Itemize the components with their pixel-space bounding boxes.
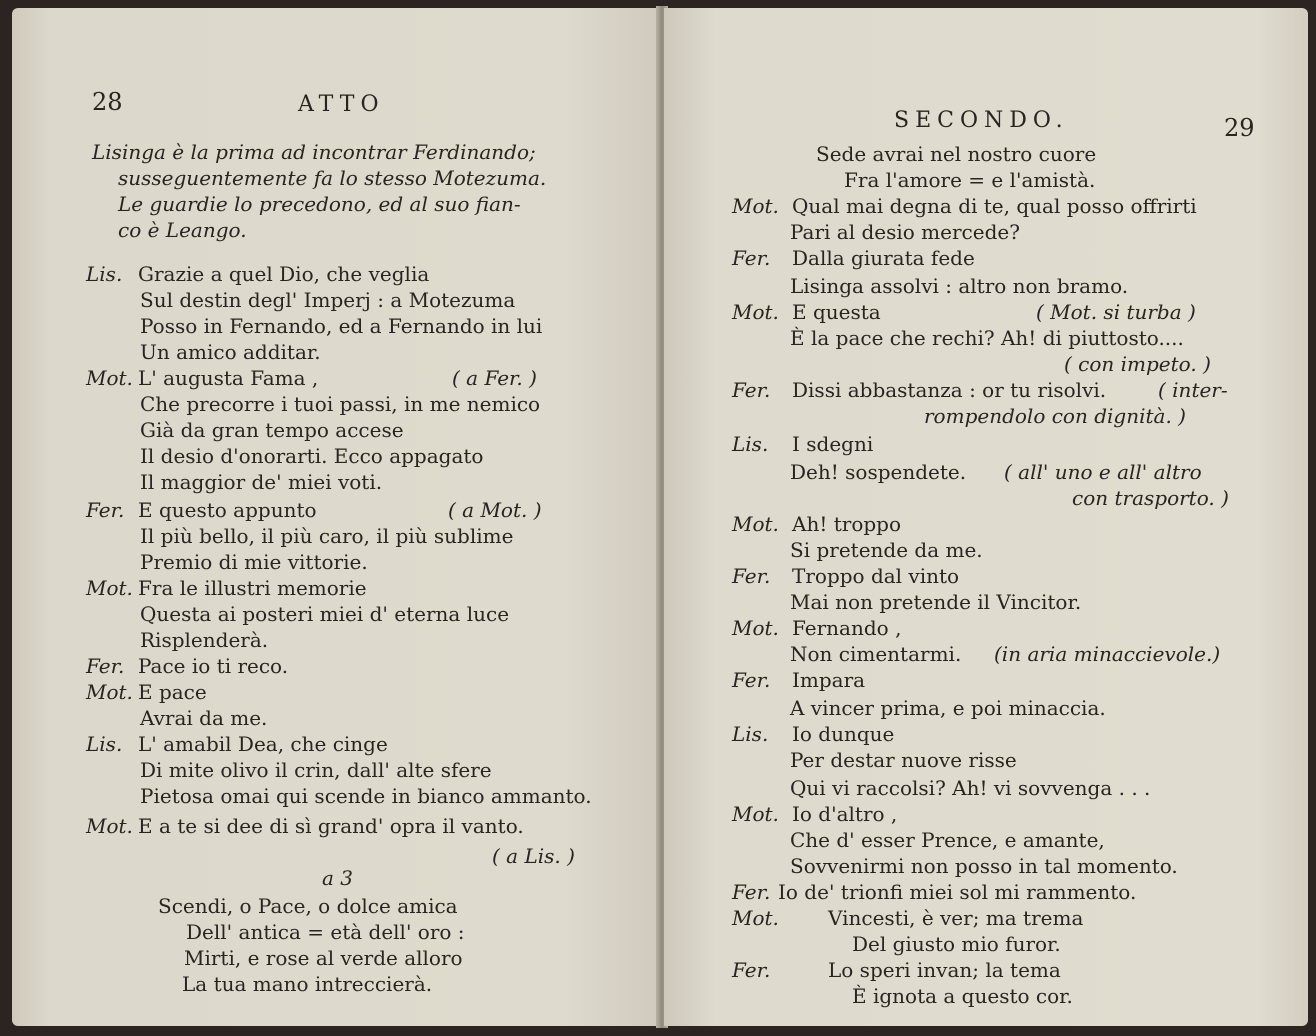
verse-line: Lo speri invan; la tema xyxy=(828,958,1061,982)
verse-line: È la pace che rechi? Ah! di piuttosto.... xyxy=(790,326,1184,350)
stage-direction: ( all' uno e all' altro xyxy=(1004,460,1202,484)
verse-line: Questa ai posteri miei d' eterna luce xyxy=(140,602,510,626)
stage-direction: ( a Fer. ) xyxy=(452,366,537,390)
trio-verse: La tua mano intreccierà. xyxy=(182,972,433,996)
verse-line: A vincer prima, e poi minaccia. xyxy=(790,696,1106,720)
verse-line: Lisinga assolvi : altro non bramo. xyxy=(790,274,1129,298)
verse-line: Sede avrai nel nostro cuore xyxy=(816,142,1097,166)
verse-line: Posso in Fernando, ed a Fernando in lui xyxy=(140,314,543,338)
verse-line: E pace xyxy=(138,680,207,704)
speaker-label: Mot. xyxy=(732,194,779,218)
speaker-label: Mot. xyxy=(732,512,779,536)
speaker-label: Mot. xyxy=(86,366,133,390)
stage-direction-line: co è Leango. xyxy=(118,218,247,242)
speaker-label: Mot. xyxy=(86,576,133,600)
verse-line: Sul destin degl' Imperj : a Motezuma xyxy=(140,288,516,312)
verse-line: E questo appunto xyxy=(138,498,317,522)
verse-line: Sovvenirmi non posso in tal momento. xyxy=(790,854,1178,878)
stage-direction-line: susseguentemente fa lo stesso Motezuma. xyxy=(118,166,547,190)
speaker-label: Fer. xyxy=(86,654,125,678)
verse-line: I sdegni xyxy=(792,432,874,456)
stage-direction-line: Le guardie lo precedono, ed al suo fian- xyxy=(118,192,521,216)
verse-line: L' amabil Dea, che cinge xyxy=(138,732,388,756)
speaker-label: Mot. xyxy=(732,802,779,826)
verse-line: Io dunque xyxy=(792,722,895,746)
speaker-label: Mot. xyxy=(86,680,133,704)
verse-line: Fra l'amore = e l'amistà. xyxy=(844,168,1096,192)
stage-direction: con trasporto. ) xyxy=(1072,486,1229,510)
speaker-label: Lis. xyxy=(732,722,769,746)
verse-line: Deh! sospendete. xyxy=(790,460,967,484)
speaker-label: Mot. xyxy=(732,300,779,324)
speaker-label: Mot. xyxy=(86,814,133,838)
stage-direction: (in aria minaccievole.) xyxy=(994,642,1221,666)
stage-direction: ( a Mot. ) xyxy=(448,498,542,522)
stage-direction: rompendolo con dignità. ) xyxy=(924,404,1186,428)
verse-line: Qual mai degna di te, qual posso offrirti xyxy=(792,194,1197,218)
verse-line: Pietosa omai qui scende in bianco ammanto. xyxy=(140,784,592,808)
verse-line: Non cimentarmi. xyxy=(790,642,962,666)
verse-line: L' augusta Fama , xyxy=(138,366,319,390)
verse-line: Che d' esser Prence, e amante, xyxy=(790,828,1105,852)
verse-line: Pace io ti reco. xyxy=(138,654,289,678)
verse-line: È ignota a questo cor. xyxy=(852,984,1073,1008)
speaker-label: Fer. xyxy=(732,564,771,588)
verse-line: E questa xyxy=(792,300,881,324)
verse-line: Già da gran tempo accese xyxy=(140,418,404,442)
verse-line: Fra le illustri memorie xyxy=(138,576,367,600)
verse-line: Grazie a quel Dio, che veglia xyxy=(138,262,430,286)
speaker-label: Fer. xyxy=(86,498,125,522)
trio-marker: a 3 xyxy=(322,866,354,890)
stage-direction: ( con impeto. ) xyxy=(1064,352,1211,376)
speaker-label: Fer. xyxy=(732,668,771,692)
verse-line: Avrai da me. xyxy=(140,706,268,730)
verse-line: Il più bello, il più caro, il più sublime xyxy=(140,524,514,548)
stage-direction-line: Lisinga è la prima ad incontrar Ferdinando; xyxy=(92,140,536,164)
trio-verse: Mirti, e rose al verde alloro xyxy=(184,946,463,970)
verse-line: Ah! troppo xyxy=(792,512,902,536)
verse-line: Di mite olivo il crin, dall' alte sfere xyxy=(140,758,492,782)
speaker-label: Lis. xyxy=(732,432,769,456)
verse-line: Premio di mie vittorie. xyxy=(140,550,368,574)
verse-line: Qui vi raccolsi? Ah! vi sovvenga . . . xyxy=(790,776,1151,800)
verse-line: Il maggior de' miei voti. xyxy=(140,470,383,494)
verse-line: Per destar nuove risse xyxy=(790,748,1017,772)
speaker-label: Lis. xyxy=(86,732,123,756)
verse-line: Io d'altro , xyxy=(792,802,898,826)
verse-line: Dissi abbastanza : or tu risolvi. xyxy=(792,378,1107,402)
running-header-left: ATTO xyxy=(298,92,385,117)
right-page xyxy=(664,8,1308,1026)
speaker-label: Fer. xyxy=(732,378,771,402)
verse-line: E a te si dee di sì grand' opra il vanto. xyxy=(138,814,524,838)
verse-line: Dalla giurata fede xyxy=(792,246,975,270)
verse-line: Un amico additar. xyxy=(140,340,321,364)
verse-line: Impara xyxy=(792,668,866,692)
verse-line: Del giusto mio furor. xyxy=(852,932,1061,956)
verse-line: Troppo dal vinto xyxy=(792,564,960,588)
stage-direction: ( Mot. si turba ) xyxy=(1036,300,1196,324)
speaker-label: Lis. xyxy=(86,262,123,286)
page-number-right: 29 xyxy=(1224,114,1255,142)
trio-verse: Scendi, o Pace, o dolce amica xyxy=(158,894,458,918)
left-page xyxy=(12,8,660,1026)
verse-line: Risplenderà. xyxy=(140,628,269,652)
verse-line: Si pretende da me. xyxy=(790,538,983,562)
speaker-label: Fer. xyxy=(732,880,771,904)
trio-verse: Dell' antica = età dell' oro : xyxy=(186,920,465,944)
stage-direction: ( inter- xyxy=(1158,378,1228,402)
speaker-label: Fer. xyxy=(732,246,771,270)
speaker-label: Fer. xyxy=(732,958,771,982)
verse-line: Vincesti, è ver; ma trema xyxy=(828,906,1084,930)
verse-line: Il desio d'onorarti. Ecco appagato xyxy=(140,444,484,468)
page-number-left: 28 xyxy=(92,88,123,116)
verse-line: Fernando , xyxy=(792,616,902,640)
verse-line: Che precorre i tuoi passi, in me nemico xyxy=(140,392,541,416)
verse-line: Mai non pretende il Vincitor. xyxy=(790,590,1082,614)
verse-line: Io de' trionfi miei sol mi rammento. xyxy=(778,880,1137,904)
speaker-label: Mot. xyxy=(732,616,779,640)
verse-line: Pari al desio mercede? xyxy=(790,220,1020,244)
running-header-right: SECONDO. xyxy=(894,108,1069,133)
stage-direction: ( a Lis. ) xyxy=(492,844,575,868)
speaker-label: Mot. xyxy=(732,906,779,930)
